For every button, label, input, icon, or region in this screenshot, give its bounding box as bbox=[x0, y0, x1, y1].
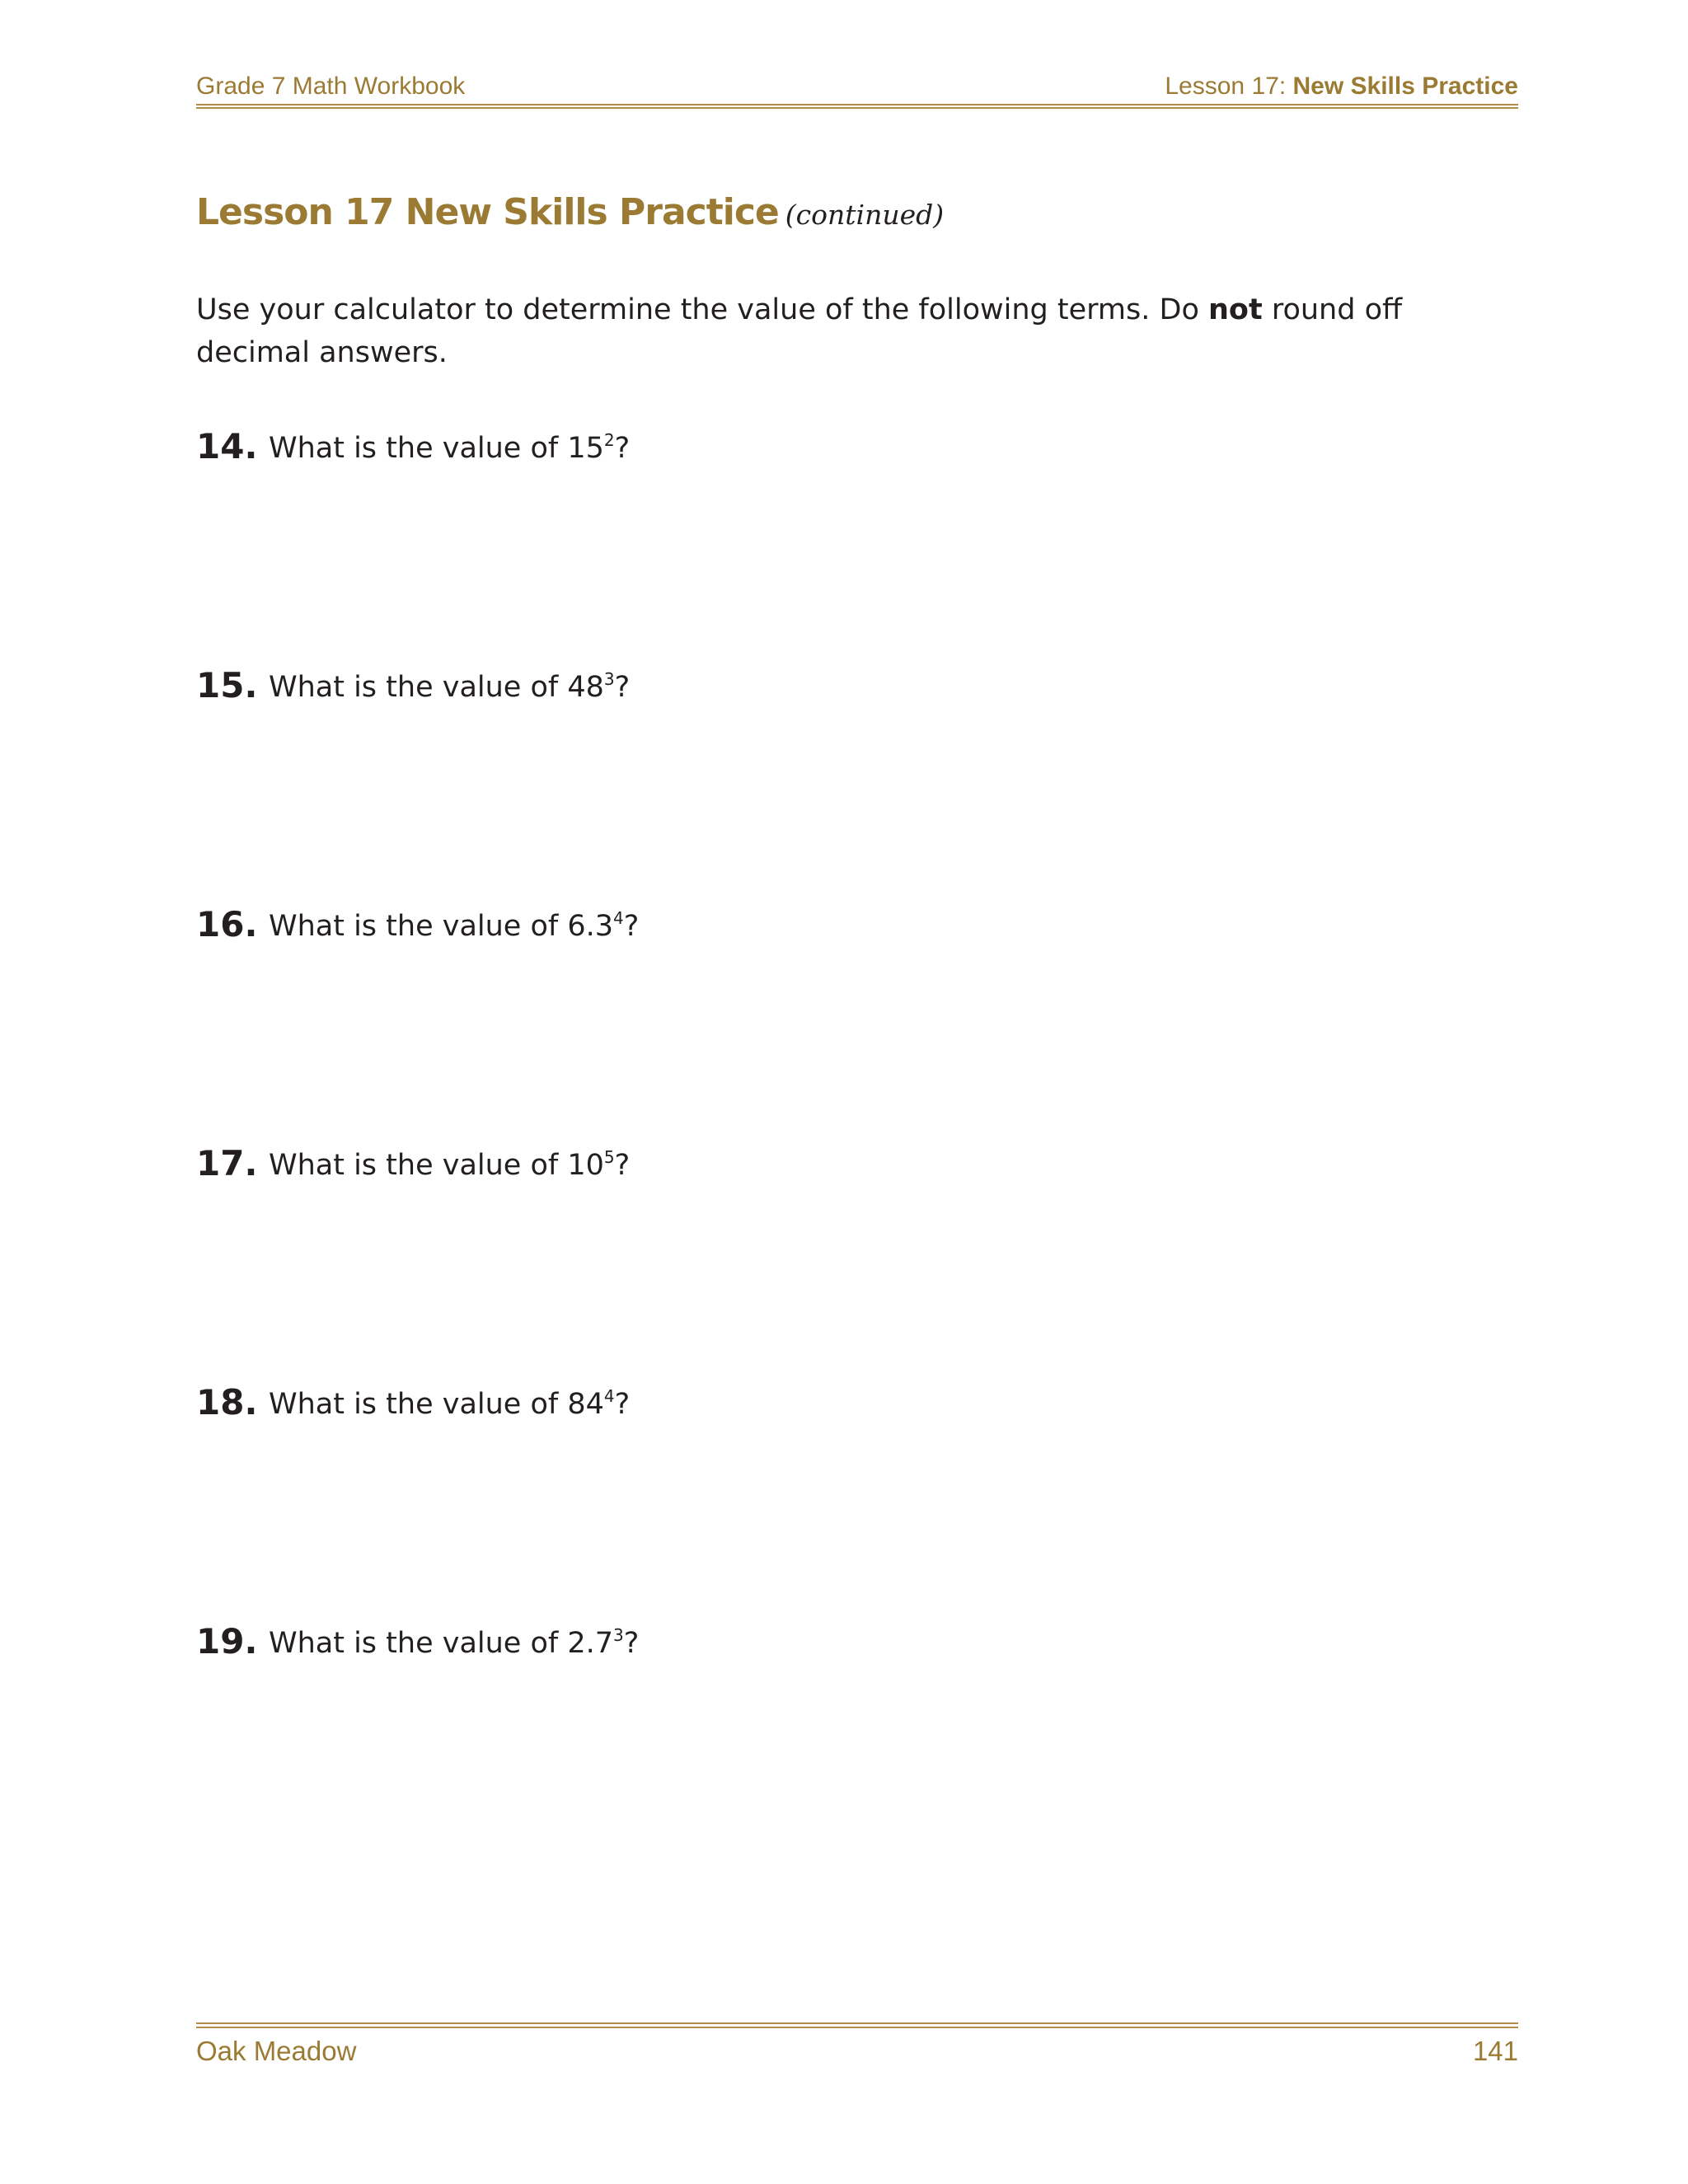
question-number: 17. bbox=[196, 1143, 258, 1183]
question-base: 15 bbox=[567, 432, 604, 465]
question-17 bbox=[196, 1141, 1185, 1190]
question-exponent: 4 bbox=[603, 1386, 615, 1406]
question-15 bbox=[196, 663, 1185, 712]
page-number: 141 bbox=[1472, 2036, 1518, 2066]
question-suffix: ? bbox=[614, 1388, 631, 1421]
question-suffix: ? bbox=[623, 910, 640, 943]
lesson-header bbox=[1165, 73, 1518, 101]
question-prefix: What is the value of bbox=[269, 1149, 568, 1182]
question-base: 84 bbox=[567, 1388, 604, 1421]
question-base: 6.3 bbox=[567, 910, 613, 943]
lesson-header-bold: New Skills Practice bbox=[1292, 73, 1518, 100]
header-rule-bottom bbox=[196, 107, 1518, 109]
instructions-bold: not bbox=[1208, 293, 1263, 326]
question-base: 48 bbox=[567, 671, 604, 704]
question-text bbox=[269, 905, 639, 951]
question-prefix: What is the value of bbox=[269, 1388, 568, 1421]
question-exponent: 5 bbox=[603, 1147, 615, 1167]
question-prefix: What is the value of bbox=[269, 432, 568, 465]
question-14 bbox=[196, 424, 1185, 473]
title-main: Lesson 17 New Skills Practice bbox=[196, 191, 779, 233]
question-text bbox=[269, 427, 630, 473]
question-suffix: ? bbox=[614, 432, 631, 465]
question-number: 14. bbox=[196, 426, 258, 466]
question-prefix: What is the value of bbox=[269, 1627, 568, 1660]
question-prefix: What is the value of bbox=[269, 910, 568, 943]
question-number: 18. bbox=[196, 1382, 258, 1422]
question-16 bbox=[196, 902, 1185, 951]
instructions-text-after: round off decimal answers. bbox=[196, 293, 1403, 369]
question-19 bbox=[196, 1619, 1185, 1668]
footer-rule-bottom bbox=[196, 2027, 1518, 2028]
question-number: 15. bbox=[196, 665, 258, 705]
question-suffix: ? bbox=[614, 671, 631, 704]
question-exponent: 3 bbox=[613, 1625, 624, 1645]
question-suffix: ? bbox=[614, 1149, 631, 1182]
publisher-name: Oak Meadow bbox=[196, 2036, 357, 2066]
workbook-title: Grade 7 Math Workbook bbox=[196, 73, 466, 100]
question-exponent: 4 bbox=[613, 908, 624, 928]
question-18 bbox=[196, 1380, 1185, 1429]
question-text bbox=[269, 1144, 630, 1190]
question-exponent: 3 bbox=[603, 669, 615, 689]
question-number: 16. bbox=[196, 904, 258, 944]
question-text bbox=[269, 1622, 639, 1668]
instructions-text-before: Use your calculator to determine the value of the following terms. Do bbox=[196, 293, 1208, 326]
page-title bbox=[196, 191, 944, 233]
page-header bbox=[196, 69, 1518, 109]
header-rule-top bbox=[196, 104, 1518, 105]
question-number: 19. bbox=[196, 1621, 258, 1661]
question-base: 10 bbox=[567, 1149, 604, 1182]
question-text bbox=[269, 1383, 630, 1429]
footer-rule-top bbox=[196, 2022, 1518, 2024]
question-exponent: 2 bbox=[603, 430, 615, 450]
question-suffix: ? bbox=[623, 1627, 640, 1660]
title-continued: (continued) bbox=[785, 199, 945, 231]
question-prefix: What is the value of bbox=[269, 671, 568, 704]
page-footer bbox=[196, 2022, 1518, 2072]
question-base: 2.7 bbox=[567, 1627, 613, 1660]
question-text bbox=[269, 666, 630, 712]
instructions bbox=[196, 288, 1432, 374]
lesson-header-prefix: Lesson 17: bbox=[1165, 73, 1293, 100]
